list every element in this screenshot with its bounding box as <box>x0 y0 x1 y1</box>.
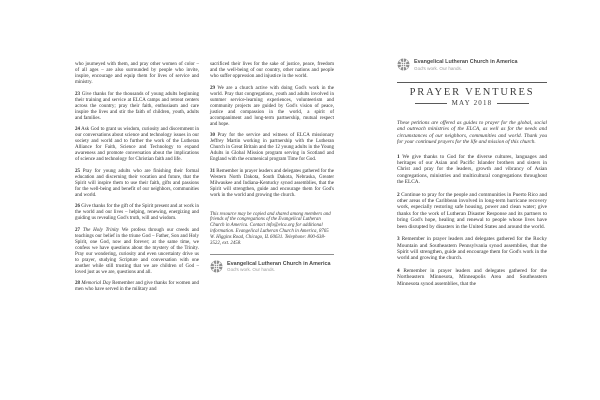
cover-top-rule <box>397 82 547 83</box>
cover-subtitle-row <box>397 99 547 107</box>
petition-text: Pray for the service and witness of ELCA missionary Jeffrey Martin working in partnership with the Lutheran Church in Great Britain and the 12 young adults in the Young Adults in Global Mission program serving in Scotland and England with the ecumenical program Time for God. <box>210 133 334 162</box>
petition-number: 24 <box>75 127 80 132</box>
petition-number: 28 <box>75 281 80 286</box>
petition <box>210 62 334 80</box>
petition-lead: Memorial Day <box>81 281 111 286</box>
petition-number: 2 <box>397 191 400 198</box>
petition-text: Remember in prayer leaders and delegates gathered for the Northeastern Minnesota, Minneapolis Area and Southeastern Minnesota synod assemblies, that the <box>397 267 548 287</box>
cover-subtitle: MAY 2018 <box>451 99 493 107</box>
brand-text <box>227 260 330 273</box>
petition <box>397 154 547 186</box>
petition-number: 31 <box>210 168 215 174</box>
cover-intro: These petitions are offered as guides to prayer for the global, social and outreach ministries of the ELCA, as well as for the needs and circumstances of our neighbors, communities and world. Thank you for your continued prayers for the life and mission of this church. <box>397 120 547 146</box>
petition <box>75 62 199 86</box>
cover-title: PRAYER VENTURES <box>409 87 535 98</box>
petition <box>75 169 199 199</box>
cover-panel <box>397 58 547 293</box>
petition <box>397 192 547 230</box>
subtitle-dash-left <box>415 103 447 104</box>
brand-tagline: God's work. Our hands. <box>414 65 463 71</box>
petition-text: Continue to pray for the people and communities in Puerto Rico and other areas of the Caribbean involved in long-term hurricane recovery work, especially restoring safe housing, power and clean water; give thanks for the work of Lutheran Disaster Response and its partners to bring God's hope, healing and renewal to people whose lives have been disrupted by disasters in the United States and around the world. <box>397 191 547 230</box>
subtitle-dash-right <box>497 103 529 104</box>
petition-number: 23 <box>75 91 80 97</box>
petition-text: We are a church active with doing God's work in the world. Pray that congregations, youth and adults involved in summer service-learning experiences, volunteerism and community projects are guided by God's vision of peace, justice and compassion in the world, a spirit of accompaniment and long-term partnership, mutual respect and hope. <box>210 85 334 127</box>
petition <box>210 169 334 199</box>
petition-text: Give thanks for the thousands of young adults beginning their training and service at ELCA camps and retreat centers across the country; pray their faith, enthusiasm and care inspire the lives and stir the faith of children, youth, adults and families. <box>75 91 199 121</box>
petition-number: 1 <box>397 153 400 160</box>
middle-column <box>210 62 334 273</box>
petition-number: 25 <box>75 168 80 174</box>
petition <box>210 86 334 128</box>
petition-text: sacrificed their lives for the sake of justice, peace, freedom and the well-being of our country, other nations and people who suffer oppression and injustice in the world. <box>210 62 334 79</box>
petition-number: 26 <box>75 204 80 209</box>
petition-text: Pray for young adults who are finishing their formal education and discerning their vocation and future, that the Spirit will inspire them to use their faith, gifts and passions for the well-being and benefit of our neighbors, communities and world. <box>75 168 200 198</box>
petition-lead: The Holy Trinity <box>82 227 120 233</box>
brand-text <box>414 58 517 71</box>
petition-text: We profess through our creeds and teachings our belief in the triune God – Father, Son and Holy Spirit, one God, now and forever; at the same time, we confess we have questions about the mystery of the Trinity. Pray our wondering, curiosity and even uncertainty drive us to prayer, studying Scripture and conversation with one another while still trusting that we are children of God – loved just as we are, questions and all. <box>75 227 200 275</box>
petition-text: Remember in prayer leaders and delegates gathered for the Western North Dakota, South Dakota, Nebraska, Greater Milwaukee and Indiana-Kentucky synod assemblies, that the Spirit will strengthen, guide and encourage them for God's work in the world and growing the church. <box>210 168 335 198</box>
petition-text: Remember in prayer leaders and delegates gathered for the Rocky Mountain and Southeastern Pennsylvania synod assemblies, that the Spirit will strengthen, guide and encourage them for God's work in the world and growing the church. <box>397 236 548 262</box>
petition <box>75 92 199 122</box>
petition-number: 29 <box>210 85 215 91</box>
petition-text: Ask God to grant us wisdom, curiosity and discernment in our conversations about science and technology issues in our society and world and to further the work of the Lutheran Alliance for Faith, Science and Technology to expand awareness and promote conversation about the implications of science and technology for Christian faith and life. <box>75 127 200 162</box>
petition <box>75 281 199 293</box>
copyright-note: This resource may be copied and shared among members and friends of the congregations of the Evangelical Lutheran Church in America. Contact info@elca.org for additional information. Evangelical Lutheran Church in America, 8765 W. Higgins Road, Chicago, IL 60631. Telephone: 800-638-3522, ext. 2458. <box>210 211 331 247</box>
elca-globe-icon <box>210 260 223 273</box>
elca-logo <box>210 260 334 273</box>
left-column <box>75 62 199 299</box>
brand-tagline: God's work. Our hands. <box>227 267 276 273</box>
petition <box>210 133 334 163</box>
petition-text: Remember and give thanks for women and men who have served in the military and <box>75 281 199 292</box>
petition-number: 3 <box>397 236 400 243</box>
petition <box>397 268 547 287</box>
petition-text: who journeyed with them, and pray other women of color – of all ages – are also surrounded by people who invite, inspire, encourage and equip them for lives of service and ministry. <box>75 62 199 85</box>
petition-text: We give thanks to God for the diverse cultures, languages and heritages of our Asian and Pacific Islander brothers and sisters in Christ and pray for the leaders, growth and vibrancy of Asian congregations, ministries and multicultural congregations throughout the ELCA. <box>397 153 547 186</box>
petition-text: Give thanks for the gift of the Spirit present and at work in the world and our lives – helping, renewing, energizing and guiding us revealing God's truth, will and wisdom. <box>75 204 199 221</box>
petition <box>75 204 199 222</box>
divider <box>210 254 334 255</box>
petition-number: 27 <box>75 227 80 233</box>
petition <box>75 228 199 276</box>
brand-name: Evangelical Lutheran Church in America <box>414 59 518 65</box>
elca-globe-icon <box>397 58 410 71</box>
petition <box>397 236 547 262</box>
petition-number: 30 <box>210 133 215 138</box>
petition-number: 4 <box>397 267 400 274</box>
brand-name: Evangelical Lutheran Church in America <box>227 260 331 267</box>
elca-logo <box>397 58 547 71</box>
petition <box>75 127 199 163</box>
